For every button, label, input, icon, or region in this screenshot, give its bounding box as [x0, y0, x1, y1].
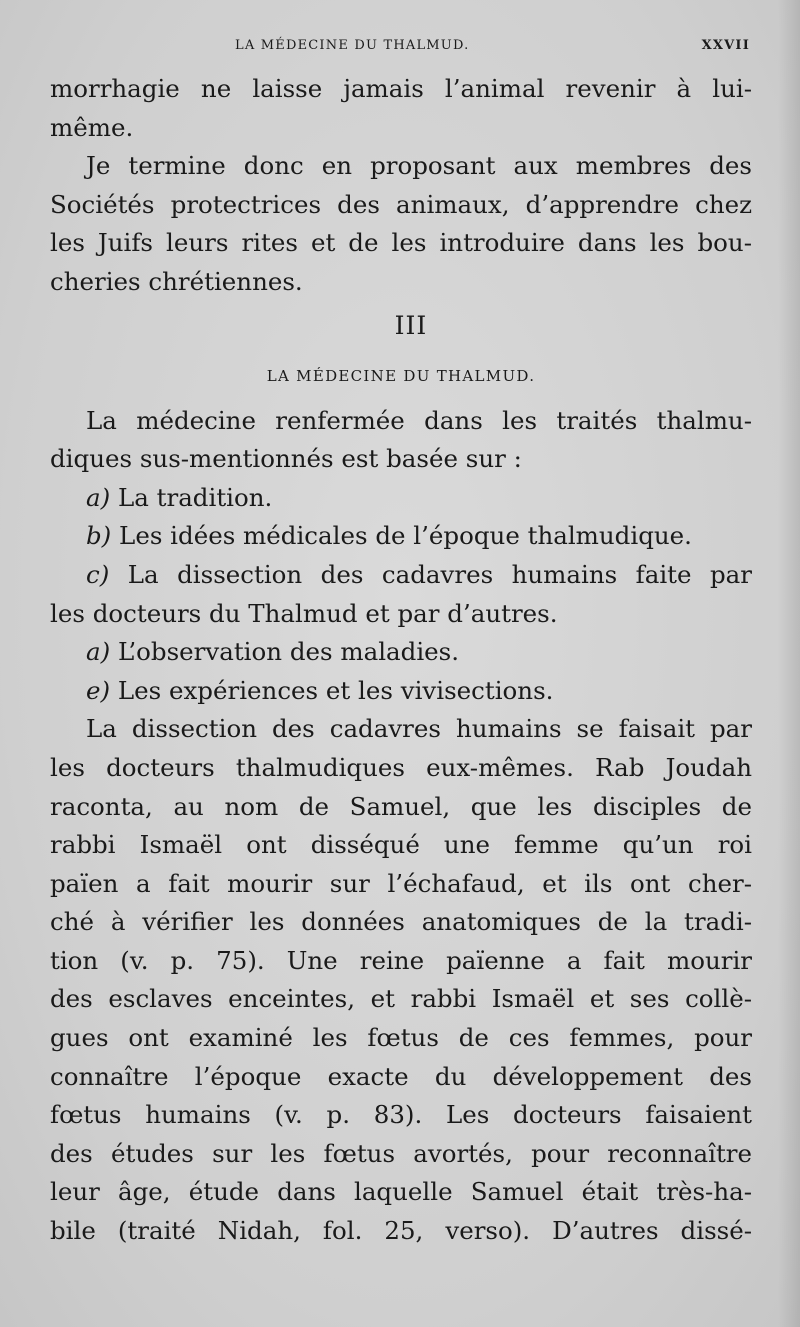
list-item — [50, 517, 752, 556]
text-line: raconta, au nom de Samuel, que les disciples de — [50, 791, 752, 821]
text-line: gues ont examiné les fœtus de ces femmes, pour — [50, 1023, 752, 1053]
list-text: La tradition. — [117, 482, 273, 512]
text-line: La dissection des cadavres humains se faisait par — [86, 714, 752, 744]
section-number: III — [394, 310, 428, 340]
text-line: des esclaves enceintes, et rabbi Ismaël et ses collè- — [50, 984, 752, 1014]
list-marker: a) — [86, 482, 111, 512]
running-title: LA MÉDECINE DU THALMUD. — [235, 38, 470, 53]
page-number: XXVII — [701, 38, 750, 53]
text-line: diques sus-mentionnés est basée sur : — [50, 444, 522, 474]
list-text: Les expériences et les vivisections. — [117, 675, 554, 705]
text-line: La médecine renfermée dans les traités thalmu- — [86, 405, 752, 435]
text-line: fœtus humains (v. p. 83). Les docteurs faisaient — [50, 1100, 752, 1130]
text-line: bile (traité Nidah, fol. 25, verso). D’autres dissé- — [50, 1216, 752, 1246]
list-item — [50, 479, 752, 518]
body-text — [50, 70, 752, 1251]
list-text: La dissection des cadavres humains faite par — [127, 559, 752, 589]
list-text: L’observation des maladies. — [117, 637, 460, 667]
list-marker: a) — [86, 637, 111, 667]
list-item — [50, 672, 752, 711]
list-marker: b) — [86, 521, 112, 551]
text-line: des études sur les fœtus avortés, pour reconnaître — [50, 1138, 752, 1168]
section-title: LA MÉDECINE DU THALMUD. — [266, 366, 536, 385]
list-marker: e) — [86, 675, 111, 705]
text-line: tion (v. p. 75). Une reine païenne a fait mourir — [50, 945, 752, 975]
text-line: Sociétés protectrices des animaux, d’apprendre chez — [50, 189, 752, 219]
list-item — [50, 556, 752, 595]
text-line: connaître l’époque exacte du développement des — [50, 1061, 752, 1091]
list-text: Les idées médicales de l’époque thalmudique. — [119, 521, 692, 551]
text-line: ché à vérifier les données anatomiques de la tradi- — [50, 907, 752, 937]
text-line: les Juifs leurs rites et de les introduire dans les bou- — [50, 228, 752, 258]
text-line: morrhagie ne laisse jamais l’animal revenir à lui- — [50, 74, 752, 103]
list-item — [50, 633, 752, 672]
text-line: païen a fait mourir sur l’échafaud, et ils ont cher- — [50, 868, 752, 898]
list-item-continuation: les docteurs du Thalmud et par d’autres. — [50, 598, 558, 628]
text-line: leur âge, étude dans laquelle Samuel était très-ha- — [50, 1177, 752, 1207]
text-line: Je termine donc en proposant aux membres des — [86, 151, 752, 181]
text-line: même. — [50, 112, 134, 142]
running-head — [50, 38, 750, 60]
list-marker: c) — [86, 559, 110, 589]
text-line: cheries chrétiennes. — [50, 266, 303, 296]
text-line: les docteurs thalmudiques eux-mêmes. Rab Joudah — [50, 752, 752, 782]
text-line: rabbi Ismaël ont disséqué une femme qu’un roi — [50, 830, 752, 860]
